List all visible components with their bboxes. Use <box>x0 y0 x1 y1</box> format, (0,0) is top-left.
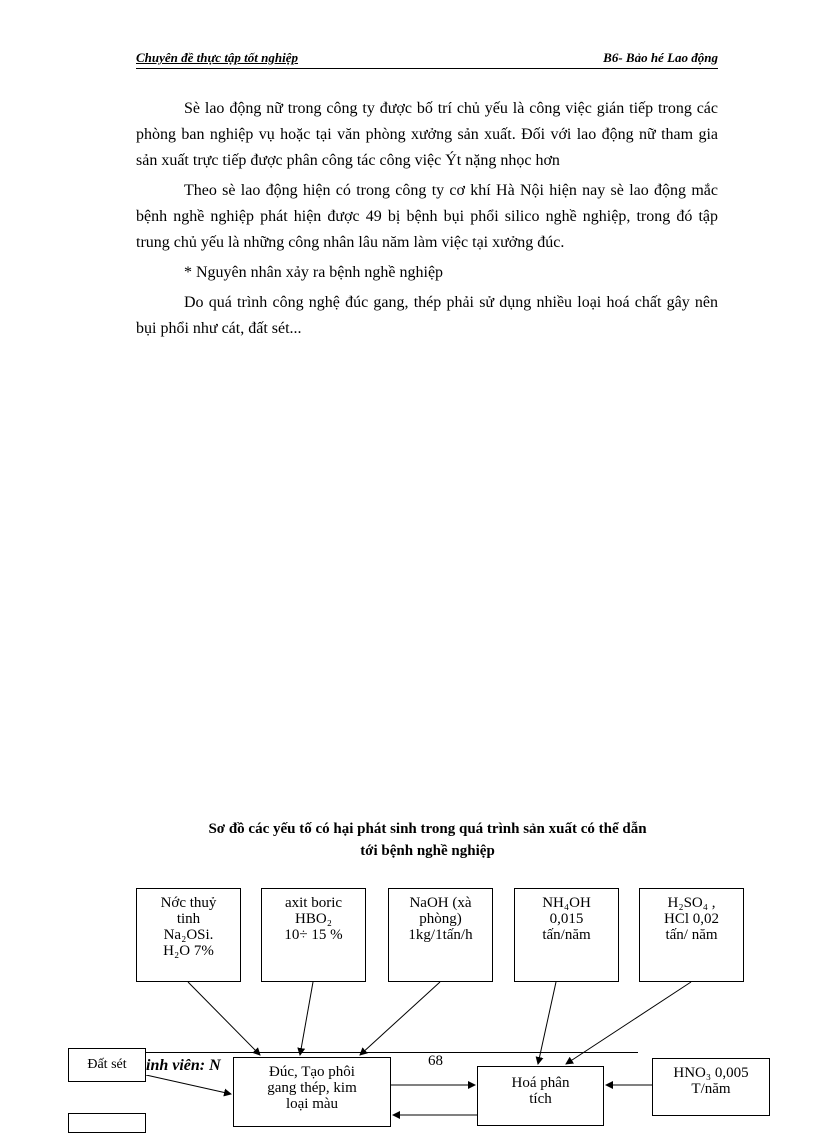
page-number: 68 <box>428 1053 443 1069</box>
box-water-glass <box>136 888 241 982</box>
box-line: H₂SO₄ , <box>667 895 716 911</box>
box-line: HNO₃ 0,005 <box>673 1065 749 1081</box>
box-line: loại màu <box>285 1096 339 1112</box>
header-right-title: B6- Bảo hé Lao động <box>603 50 718 65</box>
box-naoh <box>388 888 493 982</box>
box-nh4oh <box>514 888 619 982</box>
box-partial <box>68 1113 146 1133</box>
box-line: T/năm <box>691 1081 731 1097</box>
box-line: Hoá phân <box>511 1075 570 1091</box>
diagram-title-line2: tới bệnh nghề nghiệp <box>360 843 495 859</box>
header-left-title: Chuyên đề thực tập tốt nghiệp <box>136 50 298 65</box>
box-boric-acid <box>261 888 366 982</box>
box-line: Na₂OSi. <box>163 927 214 943</box>
diagram-title-line1: Sơ đồ các yếu tố có hại phát sinh trong quá trình sản xuất có thể dẫn <box>208 821 647 837</box>
box-line: tinh <box>176 911 201 927</box>
box-hno3 <box>652 1058 770 1116</box>
box-line: 0,015 <box>549 911 584 927</box>
footer-student-label: inh viên: N <box>146 1057 221 1074</box>
arrow-boric-to-casting <box>300 982 313 1055</box>
box-line: 1kg/1tấn/h <box>408 927 473 943</box>
arrow-clay-to-casting <box>146 1075 231 1094</box>
box-line: tấn/năm <box>542 927 591 943</box>
box-line: HCl 0,02 <box>663 911 719 927</box>
box-line: tích <box>529 1091 552 1107</box>
arrow-water-glass-to-casting <box>188 982 260 1055</box>
footer-rule <box>146 1052 638 1053</box>
box-line: tấn/ năm <box>665 927 718 943</box>
box-line: gang thép, kim <box>267 1080 357 1096</box>
box-h2so4-hcl <box>639 888 744 982</box>
paragraph: Sè lao động nữ trong công ty được bố trí chủ yếu là công việc gián tiếp trong các phòng ban nghiệp vụ hoặc tại văn phòng xưởng sản xuất. Đối với lao động nữ tham gia sản xuất trực tiếp được phân công tác công việc Ýt nặng nhọc hơn <box>136 100 718 169</box>
box-line: Đúc, Tạo phôi <box>269 1064 355 1080</box>
box-chemical-analysis <box>477 1066 604 1126</box>
paragraph: Theo sè lao động hiện có trong công ty cơ khí Hà Nội hiện nay sè lao động mắc bệnh nghề nghiệp phát hiện được 49 bị bệnh bụi phổi silico nghề nghiệp, trong đó tập trung chủ yếu là những công nhân lâu năm làm việc tại xưởng đúc. <box>136 182 718 251</box>
box-line: axit boric <box>284 895 343 911</box>
box-line: 10÷ 15 % <box>284 927 343 943</box>
arrow-naoh-to-casting <box>360 982 440 1055</box>
box-casting <box>233 1057 391 1127</box>
paragraph: Do quá trình công nghệ đúc gang, thép phải sử dụng nhiều loại hoá chất gây nên bụi phổi như cát, đất sét... <box>136 294 718 337</box>
paragraph: * Nguyên nhân xảy ra bệnh nghề nghiệp <box>184 264 444 281</box>
box-line: NH₄OH <box>542 895 591 911</box>
box-line: HBO₂ <box>295 911 332 927</box>
box-line: phòng) <box>419 911 462 927</box>
box-line: NaOH (xà <box>409 895 472 911</box>
box-line: H₂O 7% <box>163 943 214 959</box>
box-line: Nớc thuỷ <box>160 895 217 911</box>
box-clay <box>68 1048 146 1082</box>
box-line: Đất sét <box>87 1057 127 1072</box>
